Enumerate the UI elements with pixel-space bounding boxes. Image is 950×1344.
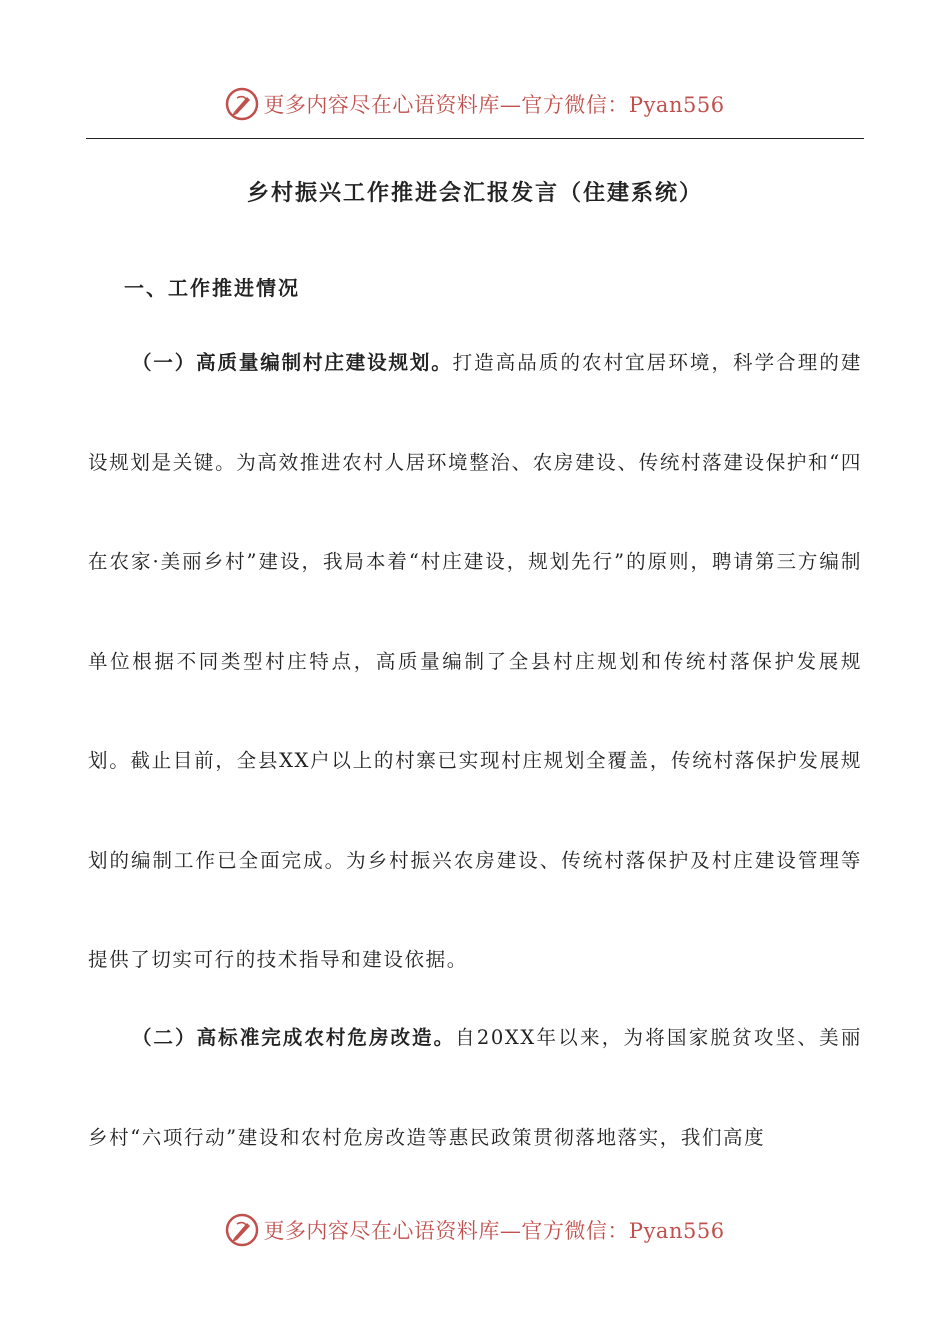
header-rule xyxy=(86,138,864,139)
header-banner-text: 更多内容尽在心语资料库—官方微信：Pyan556 xyxy=(263,93,725,117)
paragraph-1 xyxy=(88,313,862,1010)
paragraph-2-body: 自20XX年以来，为将国家脱贫攻坚、美丽乡村“六项行动”建设和农村危房改造等惠民政策贯彻落地落实，我们高度 xyxy=(88,1026,862,1149)
footer-banner xyxy=(0,1210,950,1250)
pen-logo-icon xyxy=(225,87,259,121)
section-heading: 一、工作推进情况 xyxy=(124,276,300,300)
footer-banner-text: 更多内容尽在心语资料库—官方微信：Pyan556 xyxy=(263,1219,725,1243)
paragraph-1-lead: （一）高质量编制村庄建设规划。 xyxy=(132,351,453,374)
document-title: 乡村振兴工作推进会汇报发言（住建系统） xyxy=(246,181,703,206)
paragraph-2 xyxy=(88,988,862,1187)
paragraph-1-body: 打造高品质的农村宜居环境，科学合理的建设规划是关键。为高效推进农村人居环境整治、农房建设、传统村落建设保护和“四在农家·美丽乡村”建设，我局本着“村庄建设，规划先行”的原则，聘请第三方编制单位根据不同类型村庄特点，高质量编制了全县村庄规划和传统村落保护发展规划。截止目前，全县XX户以上的村寨已实现村庄规划全覆盖，传统村落保护发展规划的编制工作已全面完成。为乡村振兴农房建设、传统村落保护及村庄建设管理等提供了切实可行的技术指导和建设依据。 xyxy=(88,351,862,971)
pen-logo-icon xyxy=(225,1213,259,1247)
header-banner xyxy=(0,84,950,124)
paragraph-2-lead: （二）高标准完成农村危房改造。 xyxy=(132,1026,456,1049)
